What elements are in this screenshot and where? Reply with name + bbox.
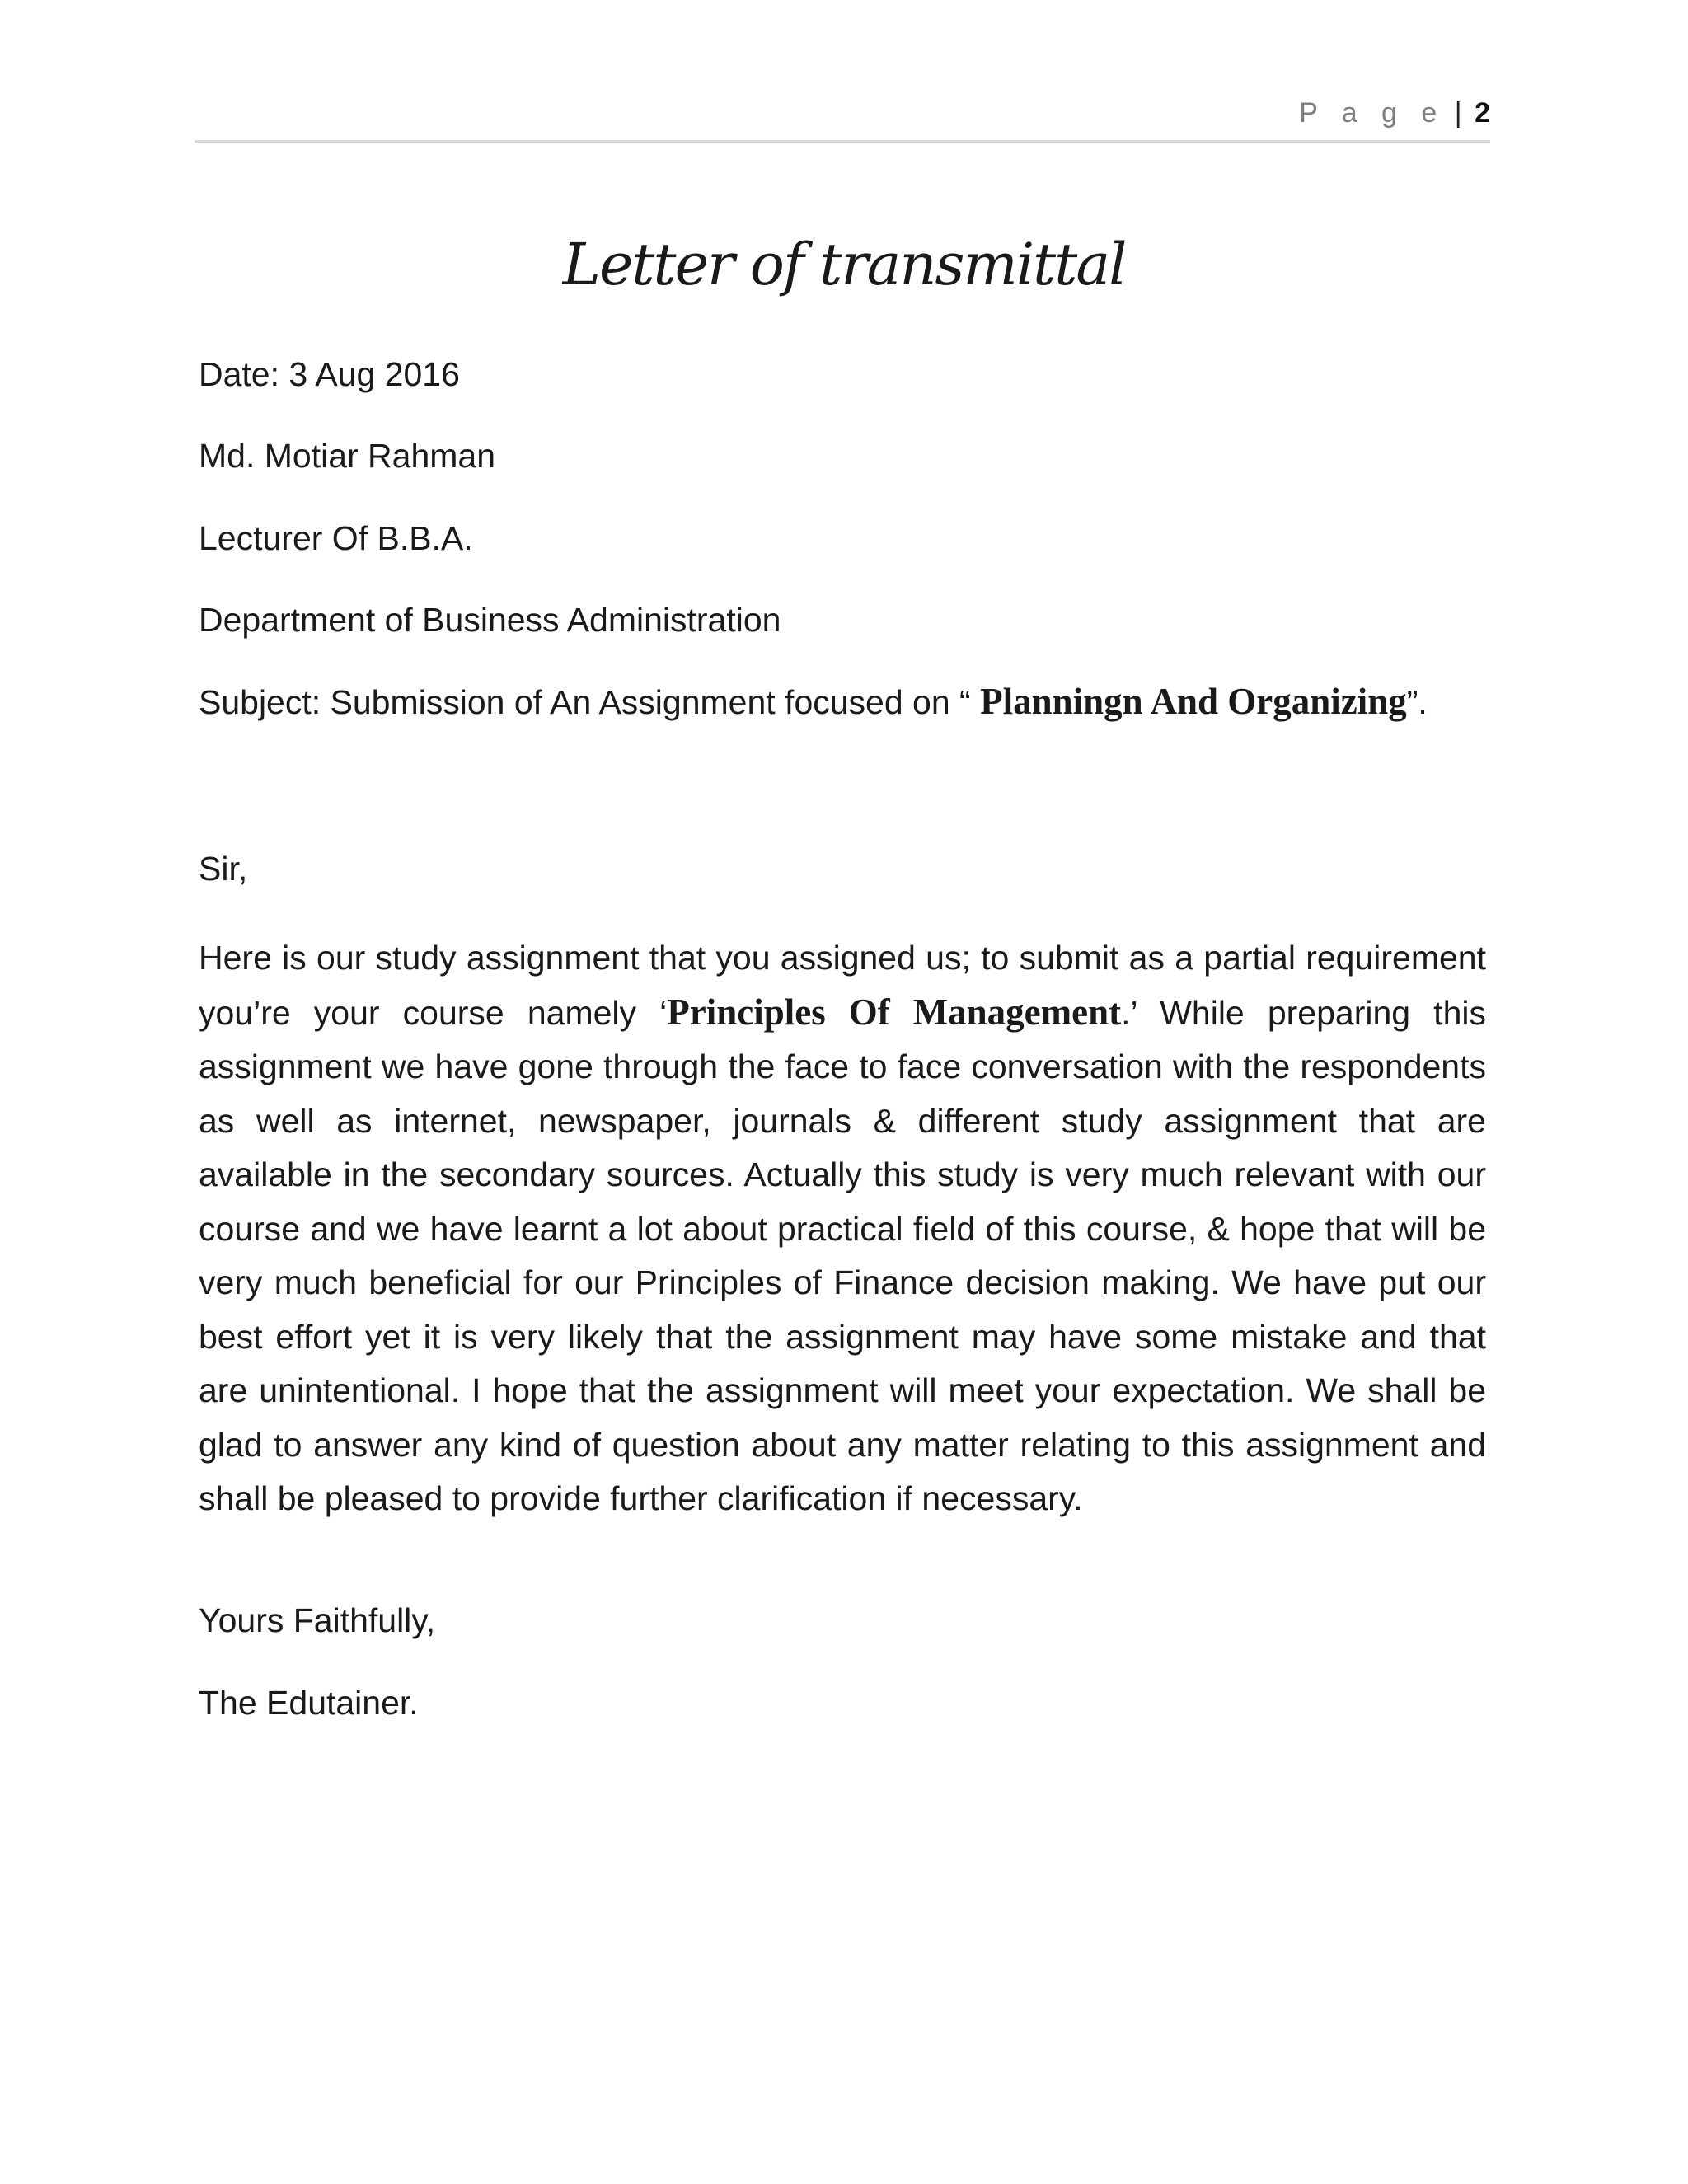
- recipient-department: Department of Business Administration: [199, 601, 781, 639]
- body-text-part2: .’ While preparing this assignment we have gone through the face to face conversation with the respondents as well as internet, newspaper, journals & different study assignment that are available in the secondary sources. Actually this study is very much relevant with our course and we have learnt a lot about practical field of this course, & hope that will be very much beneficial for our Principles of Finance decision making. We have put our best effort yet it is very likely that the assignment may have some mistake and that are unintentional. I hope that the assignment will meet your expectation. We shall be glad to answer any kind of question about any matter relating to this assignment and shall be pleased to provide further clarification if necessary.: [199, 993, 1486, 1517]
- letter-date: Date: 3 Aug 2016: [199, 355, 460, 393]
- subject-topic: Planningn And Organizing: [980, 681, 1407, 722]
- subject-prefix: Subject: Submission of An Assignment focused on “: [199, 683, 981, 721]
- salutation: Sir,: [199, 850, 248, 888]
- signature: The Edutainer.: [199, 1684, 419, 1722]
- subject-line: [199, 682, 1428, 722]
- page-header: [195, 92, 1490, 143]
- page-label: P a g e: [1299, 97, 1446, 129]
- page-number-label: [1299, 97, 1490, 129]
- document-title: Letter of transmittal: [562, 231, 1126, 298]
- body-text-part1: Here is our study assignment that you assigned us; to submit as a partial requirement you’re your course namely ‘: [199, 939, 1486, 1032]
- page-separator: |: [1454, 97, 1462, 129]
- recipient-name: Md. Motiar Rahman: [199, 437, 496, 475]
- letter-body: [199, 931, 1486, 1526]
- closing: Yours Faithfully,: [199, 1601, 436, 1639]
- subject-suffix: ”.: [1406, 683, 1428, 721]
- course-name: Principles Of Management: [667, 991, 1122, 1033]
- recipient-title: Lecturer Of B.B.A.: [199, 519, 473, 557]
- page-number: 2: [1475, 97, 1490, 129]
